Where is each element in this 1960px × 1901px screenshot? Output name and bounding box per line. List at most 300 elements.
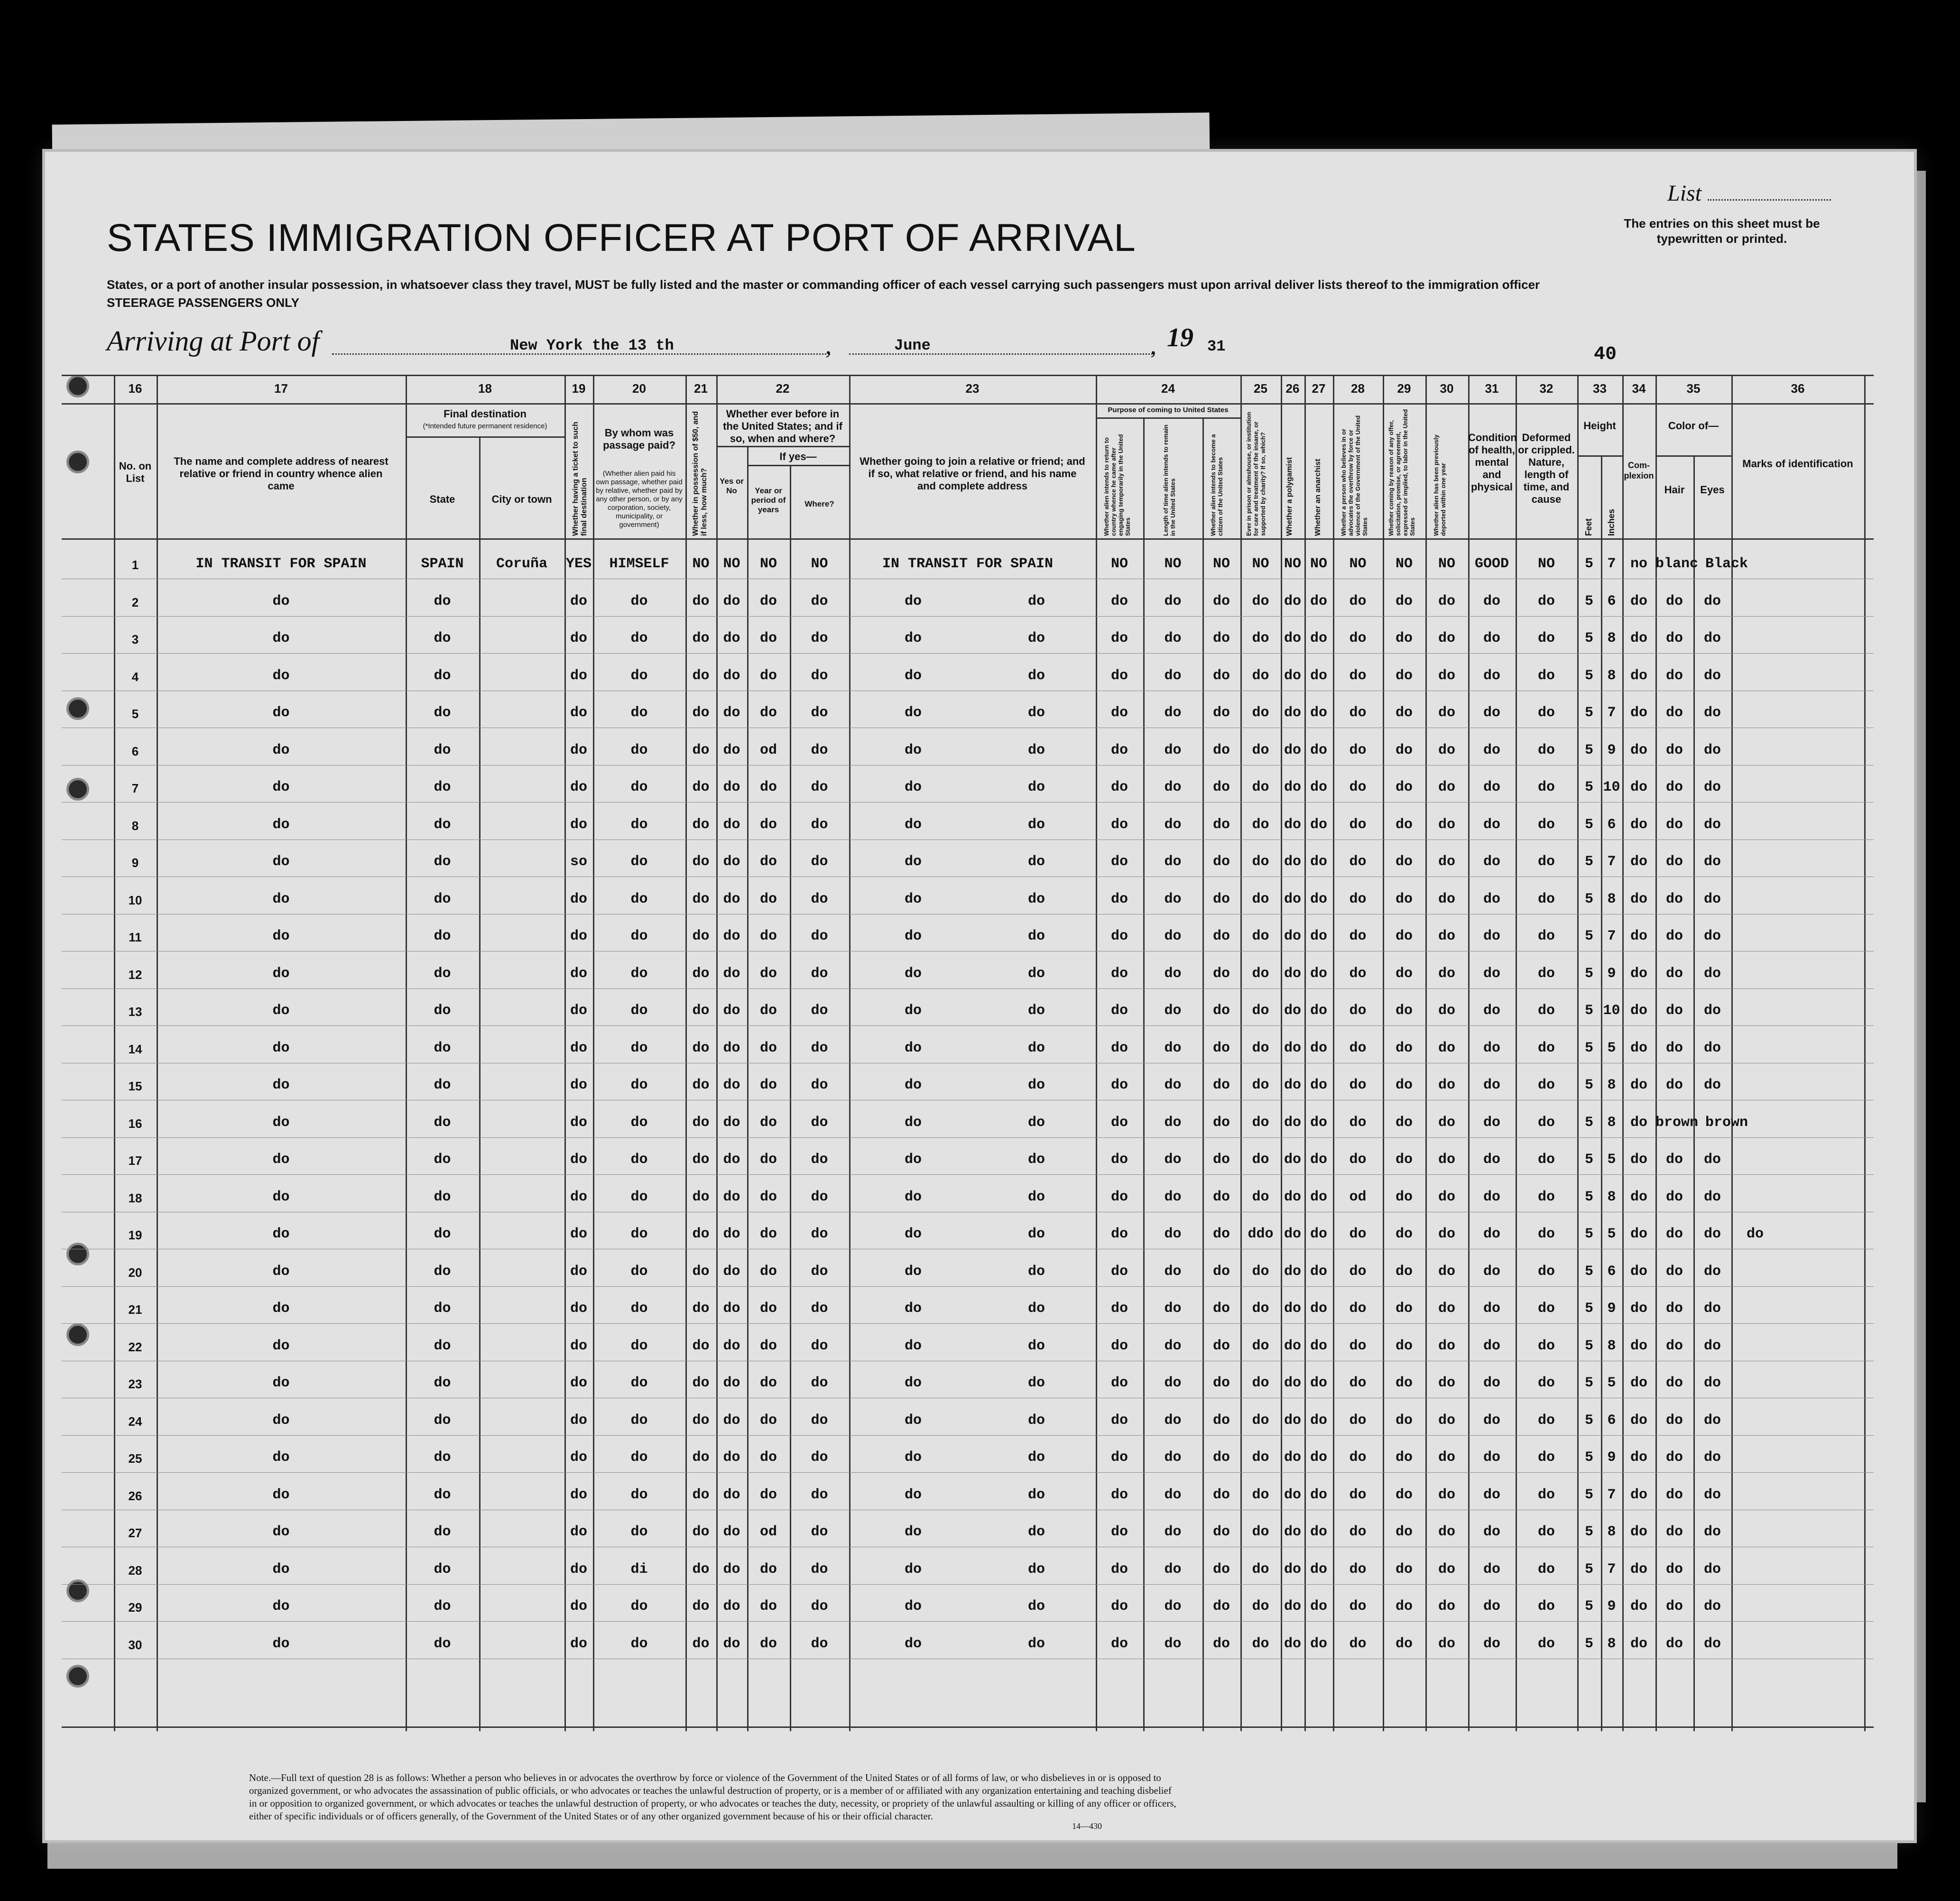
row-rule [62, 1435, 1874, 1436]
q28-cell: do [1349, 1152, 1367, 1168]
relative-address-cell: do [272, 1338, 290, 1354]
relative-address-cell: do [272, 1524, 290, 1540]
eyes-cell: do [1703, 705, 1721, 721]
col-rule [479, 436, 481, 1731]
purpose-return-cell: do [1110, 593, 1128, 609]
q30-cell: do [1438, 593, 1455, 609]
ever-before-cell: do [723, 1524, 740, 1540]
purpose-return-cell: do [1110, 1412, 1128, 1429]
ever-before-cell: do [723, 1152, 740, 1168]
join-relative-name-cell: do [1027, 891, 1045, 907]
polygamist-cell: do [1284, 1226, 1301, 1242]
hair-cell: do [1665, 1375, 1683, 1391]
ticket-cell: do [570, 667, 587, 684]
header-complexion: Com-plexion [1624, 461, 1654, 480]
purpose-length-cell: do [1164, 891, 1182, 907]
where-cell: do [811, 816, 828, 833]
hair-cell: do [1665, 1524, 1683, 1540]
year-period-cell: do [759, 816, 777, 833]
ticket-cell: do [570, 1338, 587, 1354]
row-number: 18 [128, 1190, 142, 1205]
row-number: 21 [128, 1302, 142, 1317]
join-relative-cell: IN TRANSIT FOR SPAIN [882, 556, 1054, 572]
purpose-length-cell: do [1164, 854, 1182, 870]
condition-cell: do [1483, 667, 1500, 684]
purpose-length-cell: NO [1164, 556, 1182, 572]
purpose-length-cell: do [1164, 1263, 1182, 1280]
intro-text: States, or a port of another insular possession, in whatsoever class they travel, MUST be fully listed and the master or commanding officer of each vessel carrying such passengers must upon arrival deliver lists thereof to the immigration officer [107, 277, 1540, 292]
q30-cell: do [1438, 667, 1455, 684]
join-relative-cell: do [904, 1226, 922, 1242]
join-relative-name-cell: do [1027, 854, 1045, 870]
ever-before-cell: do [723, 1077, 740, 1093]
condition-cell: do [1483, 1152, 1500, 1168]
deformed-cell: do [1537, 742, 1555, 758]
where-cell: do [811, 667, 828, 684]
footnote-q28: Note.—Full text of question 28 is as follows: Whether a person who believes in or advocates the overthrow by force or violence of the Government of the United States or of all forms of law, or who disbelieves in or is opposed to organized government, or who advocates the assassination of public officials, or who advocates or teaches the unlawful destruction of property, or is a member of or affiliated with any organization entertaining and teaching disbelief in or opposition to organized government, or which advocates or teaches the unlawful destruction of property, or who advocates or teaches the duty, necessity, or propriety of the unlawful assaulting or killing of any officer or officers, either of specific individuals or of officers generally, of the Government of the United States or of any other organized government because of his or their official character. [249, 1772, 1176, 1822]
join-relative-name-cell: do [1027, 593, 1045, 609]
header-height: Height [1583, 420, 1616, 432]
polygamist-cell: do [1284, 1189, 1301, 1205]
q29-cell: do [1395, 1003, 1413, 1019]
anarchist-cell: do [1310, 742, 1327, 758]
ticket-cell: do [570, 816, 587, 833]
prison-cell: NO [1252, 556, 1269, 572]
q29-cell: do [1395, 1077, 1413, 1093]
feet-cell: 5 [1584, 779, 1593, 795]
purpose-citizen-cell: do [1212, 1040, 1230, 1056]
passage-paid-cell: do [630, 928, 648, 944]
anarchist-cell: do [1310, 1598, 1327, 1615]
ticket-cell: do [570, 593, 587, 609]
polygamist-cell: do [1284, 1412, 1301, 1429]
manifest-table [62, 375, 1874, 1731]
header-purpose-c: Whether alien intends to become a citizen of the United States [1210, 434, 1224, 536]
complexion-cell: do [1630, 1375, 1647, 1391]
join-relative-name-cell: do [1027, 1412, 1045, 1429]
prison-cell: do [1252, 1301, 1269, 1317]
join-relative-cell: do [904, 1152, 922, 1168]
purpose-length-cell: do [1164, 742, 1182, 758]
purpose-length-cell: do [1164, 705, 1182, 721]
feet-cell: 5 [1584, 1226, 1593, 1242]
anarchist-cell: do [1310, 1338, 1327, 1354]
purpose-length-cell: do [1164, 779, 1182, 795]
col-number: 17 [274, 381, 288, 396]
passage-paid-cell: do [630, 1152, 648, 1168]
q30-cell: do [1438, 891, 1455, 907]
purpose-return-cell: do [1110, 1152, 1128, 1168]
passage-paid-cell: do [630, 1338, 648, 1354]
ever-before-cell: do [723, 1412, 740, 1429]
relative-address-cell: do [272, 593, 290, 609]
purpose-return-cell: do [1110, 1301, 1128, 1317]
q28-cell: do [1349, 1114, 1367, 1131]
row-rule [62, 1472, 1874, 1473]
passage-paid-cell: do [630, 1524, 648, 1540]
q30-cell: do [1438, 1040, 1455, 1056]
eyes-cell: Black [1705, 556, 1748, 572]
join-relative-name-cell: do [1027, 1301, 1045, 1317]
purpose-citizen-cell: do [1212, 1598, 1230, 1615]
deformed-cell: do [1537, 1486, 1555, 1503]
complexion-cell: do [1630, 1338, 1647, 1354]
row-number: 15 [128, 1079, 142, 1093]
condition-cell: do [1483, 1077, 1500, 1093]
row-rule [62, 765, 1874, 766]
header-deformed: Deformed or crippled. Nature, length of time, and cause [1518, 432, 1575, 505]
purpose-length-cell: do [1164, 1077, 1182, 1093]
purpose-length-cell: do [1164, 1003, 1182, 1019]
rule [62, 403, 1874, 405]
col-rule [1731, 375, 1733, 1731]
header-final-destination: Final destination [444, 408, 527, 420]
join-relative-name-cell: do [1027, 928, 1045, 944]
possession-cell: do [692, 593, 710, 609]
row-number: 6 [131, 744, 139, 758]
possession-cell: do [692, 1152, 710, 1168]
relative-address-cell: do [272, 1301, 290, 1317]
join-relative-cell: do [904, 1189, 922, 1205]
deformed-cell: do [1537, 1301, 1555, 1317]
q28-cell: do [1349, 667, 1367, 684]
deformed-cell: do [1537, 1263, 1555, 1280]
relative-address-cell: do [272, 1003, 290, 1019]
anarchist-cell: do [1310, 1486, 1327, 1503]
feet-cell: 5 [1584, 1114, 1593, 1131]
q30-cell: do [1438, 779, 1455, 795]
purpose-citizen-cell: do [1212, 593, 1230, 609]
ever-before-cell: do [723, 705, 740, 721]
complexion-cell: do [1630, 965, 1647, 982]
q28-cell: do [1349, 1561, 1367, 1578]
month: June [894, 337, 931, 354]
q30-cell: do [1438, 1263, 1455, 1280]
purpose-citizen-cell: do [1212, 854, 1230, 870]
row-number: 17 [128, 1154, 142, 1168]
polygamist-cell: do [1284, 1301, 1301, 1317]
ticket-cell: do [570, 1226, 587, 1242]
hair-cell: do [1665, 1040, 1683, 1056]
passage-paid-cell: do [630, 854, 648, 870]
state-cell: do [434, 1524, 451, 1540]
where-cell: do [811, 630, 828, 646]
join-relative-name-cell: do [1027, 1189, 1045, 1205]
q28-cell: do [1349, 1635, 1367, 1652]
passage-paid-cell: do [630, 1301, 648, 1317]
relative-address-cell: do [272, 1375, 290, 1391]
where-cell: do [811, 1561, 828, 1578]
header-condition: Condition of health, mental and physical [1468, 432, 1517, 493]
condition-cell: do [1483, 1263, 1500, 1280]
passage-paid-cell: do [630, 779, 648, 795]
q30-cell: do [1438, 1598, 1455, 1615]
row-number: 7 [131, 781, 139, 795]
page-title: STATES IMMIGRATION OFFICER AT PORT OF ARRIVAL [107, 216, 1136, 259]
purpose-citizen-cell: do [1212, 1263, 1230, 1280]
q28-cell: do [1349, 630, 1367, 646]
inches-cell: 7 [1607, 705, 1616, 721]
ticket-cell: do [570, 1114, 587, 1131]
inches-cell: 5 [1607, 1040, 1616, 1056]
polygamist-cell: do [1284, 1524, 1301, 1540]
feet-cell: 5 [1584, 1561, 1593, 1578]
q29-cell: do [1395, 779, 1413, 795]
year-period-cell: do [759, 1449, 777, 1466]
feet-cell: 5 [1584, 1263, 1593, 1280]
where-cell: do [811, 1635, 828, 1652]
steerage-label: STEERAGE PASSENGERS ONLY [107, 295, 299, 310]
purpose-return-cell: do [1110, 1226, 1128, 1242]
purpose-return-cell: do [1110, 928, 1128, 944]
complexion-cell: do [1630, 593, 1647, 609]
q29-cell: do [1395, 1226, 1413, 1242]
feet-cell: 5 [1584, 1412, 1593, 1429]
row-number: 2 [131, 595, 139, 609]
prison-cell: do [1252, 1077, 1269, 1093]
eyes-cell: do [1703, 854, 1721, 870]
header-prison: Ever in prison or almshouse, or institution for care and treatment of the insane, or supported by charity? If so, which? [1245, 412, 1267, 536]
purpose-citizen-cell: do [1212, 965, 1230, 982]
ever-before-cell: do [723, 593, 740, 609]
join-relative-cell: do [904, 1635, 922, 1652]
purpose-length-cell: do [1164, 1635, 1182, 1652]
row-rule [62, 1621, 1874, 1622]
col-number: 33 [1593, 381, 1607, 396]
anarchist-cell: do [1310, 1152, 1327, 1168]
ticket-cell: do [570, 1449, 587, 1466]
polygamist-cell: do [1284, 1598, 1301, 1615]
hair-cell: do [1665, 1226, 1683, 1242]
feet-cell: 5 [1584, 1189, 1593, 1205]
ticket-cell: do [570, 928, 587, 944]
row-rule [62, 653, 1874, 654]
prison-cell: do [1252, 891, 1269, 907]
polygamist-cell: do [1284, 779, 1301, 795]
where-cell: do [811, 705, 828, 721]
complexion-cell: do [1630, 1114, 1647, 1131]
passage-paid-cell: do [630, 891, 648, 907]
where-cell: do [811, 1189, 828, 1205]
ever-before-cell: do [723, 779, 740, 795]
row-number: 19 [128, 1228, 142, 1242]
condition-cell: GOOD [1474, 556, 1509, 572]
where-cell: do [811, 1003, 828, 1019]
col-number: 22 [776, 381, 790, 396]
join-relative-cell: do [904, 1301, 922, 1317]
join-relative-name-cell: do [1027, 1635, 1045, 1652]
polygamist-cell: do [1284, 1077, 1301, 1093]
condition-cell: do [1483, 1003, 1500, 1019]
condition-cell: do [1483, 1226, 1500, 1242]
passage-paid-cell: do [630, 667, 648, 684]
row-number: 14 [128, 1042, 142, 1056]
state-cell: do [434, 1152, 451, 1168]
deformed-cell: do [1537, 1635, 1555, 1652]
purpose-return-cell: do [1110, 891, 1128, 907]
header-anarchist: Whether an anarchist [1314, 459, 1322, 536]
relative-address-cell: do [272, 928, 290, 944]
purpose-return-cell: do [1110, 1449, 1128, 1466]
relative-address-cell: do [272, 1152, 290, 1168]
inches-cell: 10 [1603, 1003, 1620, 1019]
prison-cell: do [1252, 1003, 1269, 1019]
eyes-cell: do [1703, 667, 1721, 684]
row-number: 9 [131, 856, 139, 870]
purpose-length-cell: do [1164, 816, 1182, 833]
deformed-cell: do [1537, 779, 1555, 795]
condition-cell: do [1483, 1598, 1500, 1615]
feet-cell: 5 [1584, 1375, 1593, 1391]
relative-address-cell: do [272, 965, 290, 982]
ticket-cell: do [570, 742, 587, 758]
join-relative-cell: do [904, 1114, 922, 1131]
eyes-cell: brown [1705, 1114, 1748, 1131]
purpose-citizen-cell: do [1212, 1449, 1230, 1466]
possession-cell: do [692, 891, 710, 907]
anarchist-cell: do [1310, 1189, 1327, 1205]
q30-cell: do [1438, 1077, 1455, 1093]
col-number: 16 [128, 381, 142, 396]
q28-cell: do [1349, 854, 1367, 870]
purpose-citizen-cell: do [1212, 1412, 1230, 1429]
join-relative-cell: do [904, 891, 922, 907]
purpose-length-cell: do [1164, 1524, 1182, 1540]
anarchist-cell: do [1310, 1635, 1327, 1652]
eyes-cell: do [1703, 779, 1721, 795]
ticket-cell: do [570, 1375, 587, 1391]
relative-address-cell: do [272, 742, 290, 758]
deformed-cell: do [1537, 891, 1555, 907]
inches-cell: 8 [1607, 1524, 1616, 1540]
col-number: 32 [1539, 381, 1553, 396]
ever-before-cell: do [723, 1338, 740, 1354]
hair-cell: do [1665, 1003, 1683, 1019]
join-relative-name-cell: do [1027, 1263, 1045, 1280]
relative-address-cell: do [272, 1040, 290, 1056]
prison-cell: do [1252, 779, 1269, 795]
year-period-cell: do [759, 667, 777, 684]
row-number: 28 [128, 1563, 142, 1578]
ever-before-cell: do [723, 1449, 740, 1466]
year-period-cell: od [759, 1524, 777, 1540]
deformed-cell: do [1537, 928, 1555, 944]
q30-cell: do [1438, 742, 1455, 758]
row-rule [62, 1174, 1874, 1175]
year-suffix: 31 [1207, 338, 1226, 355]
purpose-return-cell: do [1110, 705, 1128, 721]
condition-cell: do [1483, 1189, 1500, 1205]
polygamist-cell: do [1284, 816, 1301, 833]
state-cell: do [434, 1635, 451, 1652]
anarchist-cell: do [1310, 1077, 1327, 1093]
relative-address-cell: do [272, 667, 290, 684]
prison-cell: do [1252, 1561, 1269, 1578]
feet-cell: 5 [1584, 928, 1593, 944]
hair-cell: do [1665, 965, 1683, 982]
q29-cell: do [1395, 816, 1413, 833]
page-number: 40 [1594, 344, 1617, 365]
inches-cell: 5 [1607, 1152, 1616, 1168]
possession-cell: do [692, 1598, 710, 1615]
relative-address-cell: do [272, 891, 290, 907]
year-period-cell: do [759, 705, 777, 721]
row-rule [62, 616, 1874, 617]
eyes-cell: do [1703, 1486, 1721, 1503]
anarchist-cell: do [1310, 630, 1327, 646]
ever-before-cell: NO [723, 556, 740, 572]
anarchist-cell: do [1310, 1263, 1327, 1280]
where-cell: do [811, 1152, 828, 1168]
col-number: 36 [1791, 381, 1805, 396]
q29-cell: do [1395, 705, 1413, 721]
header-eyes: Eyes [1700, 484, 1725, 496]
year-period-cell: do [759, 1003, 777, 1019]
where-cell: do [811, 928, 828, 944]
q30-cell: do [1438, 1524, 1455, 1540]
condition-cell: do [1483, 816, 1500, 833]
inches-cell: 8 [1607, 1635, 1616, 1652]
join-relative-name-cell: do [1027, 1226, 1045, 1242]
row-number: 11 [129, 930, 142, 944]
complexion-cell: do [1630, 705, 1647, 721]
join-relative-name-cell: do [1027, 1449, 1045, 1466]
deformed-cell: do [1537, 705, 1555, 721]
where-cell: do [811, 593, 828, 609]
deformed-cell: do [1537, 1338, 1555, 1354]
passage-paid-cell: do [630, 1449, 648, 1466]
q28-cell: do [1349, 1301, 1367, 1317]
join-relative-cell: do [904, 1524, 922, 1540]
polygamist-cell: do [1284, 965, 1301, 982]
ticket-cell: do [570, 1561, 587, 1578]
year-period-cell: do [759, 630, 777, 646]
complexion-cell: do [1630, 1524, 1647, 1540]
possession-cell: do [692, 1263, 710, 1280]
eyes-cell: do [1703, 1301, 1721, 1317]
q29-cell: do [1395, 1301, 1413, 1317]
anarchist-cell: do [1310, 1003, 1327, 1019]
complexion-cell: do [1630, 1077, 1647, 1093]
complexion-cell: do [1630, 1189, 1647, 1205]
join-relative-name-cell: do [1027, 1338, 1045, 1354]
q28-cell: do [1349, 1486, 1367, 1503]
header-year-period: Year or period of years [751, 486, 786, 514]
relative-address-cell: do [272, 1114, 290, 1131]
list-line [1708, 199, 1831, 201]
row-number: 5 [131, 707, 139, 721]
purpose-return-cell: do [1110, 1003, 1128, 1019]
hair-cell: do [1665, 1263, 1683, 1280]
deformed-cell: do [1537, 1077, 1555, 1093]
relative-address-cell: do [272, 1449, 290, 1466]
possession-cell: NO [692, 556, 710, 572]
ticket-cell: do [570, 1598, 587, 1615]
rule [406, 436, 564, 438]
row-rule [62, 988, 1874, 989]
prison-cell: do [1252, 1598, 1269, 1615]
eyes-cell: do [1703, 1003, 1721, 1019]
ever-before-cell: do [723, 891, 740, 907]
col-number: 18 [478, 381, 492, 396]
q29-cell: do [1395, 1040, 1413, 1056]
hair-cell: do [1665, 1561, 1683, 1578]
anarchist-cell: do [1310, 1114, 1327, 1131]
feet-cell: 5 [1584, 1524, 1593, 1540]
where-cell: do [811, 1114, 828, 1131]
q29-cell: do [1395, 742, 1413, 758]
ever-before-cell: do [723, 1635, 740, 1652]
